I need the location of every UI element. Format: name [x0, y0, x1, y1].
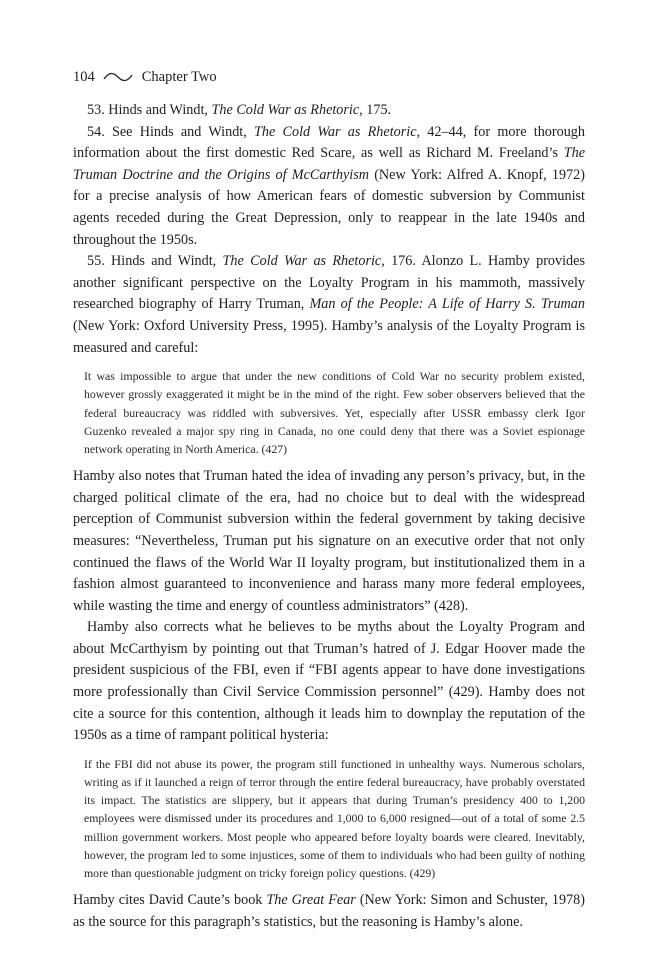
paragraph-caute-source: Hamby cites David Caute’s book The Great Fear (New York: Simon and Schuster, 1978) as the source for this paragraph’s statistics, but the reasoning is Hamby’s alone.	[73, 892, 585, 930]
note-54: 54. See Hinds and Windt, The Cold War as Rhetoric, 42–44, for more thorough information about the first domestic Red Scare, as well as Richard M. Freeland’s The Truman Doctrine and the Origins of McCarthyism (New York: Alfred A. Knopf, 1972) for a precise analysis of how American fears of domestic subversion by Communist agents receded during the Great Depression, only to reappear in the late 1940s and throughout the 1950s.	[73, 123, 585, 248]
block-quote-2: If the FBI did not abuse its power, the program still functioned in unhealthy ways. Numerous scholars, writing as if it launched a reign of terror through the entire federal bureaucracy, have probably overstated its impact. The statistics are slippery, but it appears that during Truman’s presidency 400 to 1,200 employees were dismissed under its procedures and 1,000 to 6,000 resigned—out of a total of some 2.5 million government workers. Most people who appeared before loyalty boards were cleared. Inevitably, however, the program led to some injustices, some of them to individuals who had been guilty of nothing more than questionable judgment on tricky foreign policy questions. (429)	[84, 756, 585, 881]
note-53: 53. Hinds and Windt, The Cold War as Rhetoric, 175.	[87, 102, 392, 118]
page-number: 104	[73, 68, 95, 85]
book-page	[73, 66, 585, 933]
paragraph-hamby-privacy: Hamby also notes that Truman hated the idea of invading any person’s privacy, but, in the charged political climate of the era, had no choice but to deal with the widespread perception of Communist subversion within the federal government by taking decisive measures: “Nevertheless, Truman put his signature on an executive order that not only continued the flaws of the World War II loyalty program, but institutionalized them in a fashion almost guaranteed to inconvenience and harass many more federal employees, while wasting the time and energy of countless administrators” (428).	[73, 468, 585, 614]
paragraph-hamby-myths: Hamby also corrects what he believes to be myths about the Loyalty Program and about McCarthyism by pointing out that Truman’s hatred of J. Edgar Hoover made the president suspicious of the FBI, even if “FBI agents appear to have done investigations more professionally than Civil Service Commission personnel” (429). Hamby does not cite a source for this contention, although it leads him to downplay the reputation of the 1950s as a time of rampant political hysteria:	[73, 619, 585, 744]
ornament-swash-icon	[103, 71, 133, 83]
note-55: 55. Hinds and Windt, The Cold War as Rhetoric, 176. Alonzo L. Hamby provides another significant perspective on the Loyalty Program in his mammoth, massively researched biography of Harry Truman, Man of the People: A Life of Harry S. Truman (New York: Oxford University Press, 1995). Hamby’s analysis of the Loyalty Program is measured and careful:	[73, 253, 585, 356]
running-header	[73, 66, 585, 88]
block-quote-1: It was impossible to argue that under the new conditions of Cold War no security problem existed, however grossly exaggerated it might be in the mind of the right. Few sober observers believed that the federal bureaucracy was riddled with subversives. Yet, especially after USSR embassy clerk Igor Guzenko revealed a major spy ring in Canada, no one could deny that there was a Soviet espionage network operating in North America. (427)	[84, 369, 585, 456]
chapter-title: Chapter Two	[141, 68, 217, 85]
